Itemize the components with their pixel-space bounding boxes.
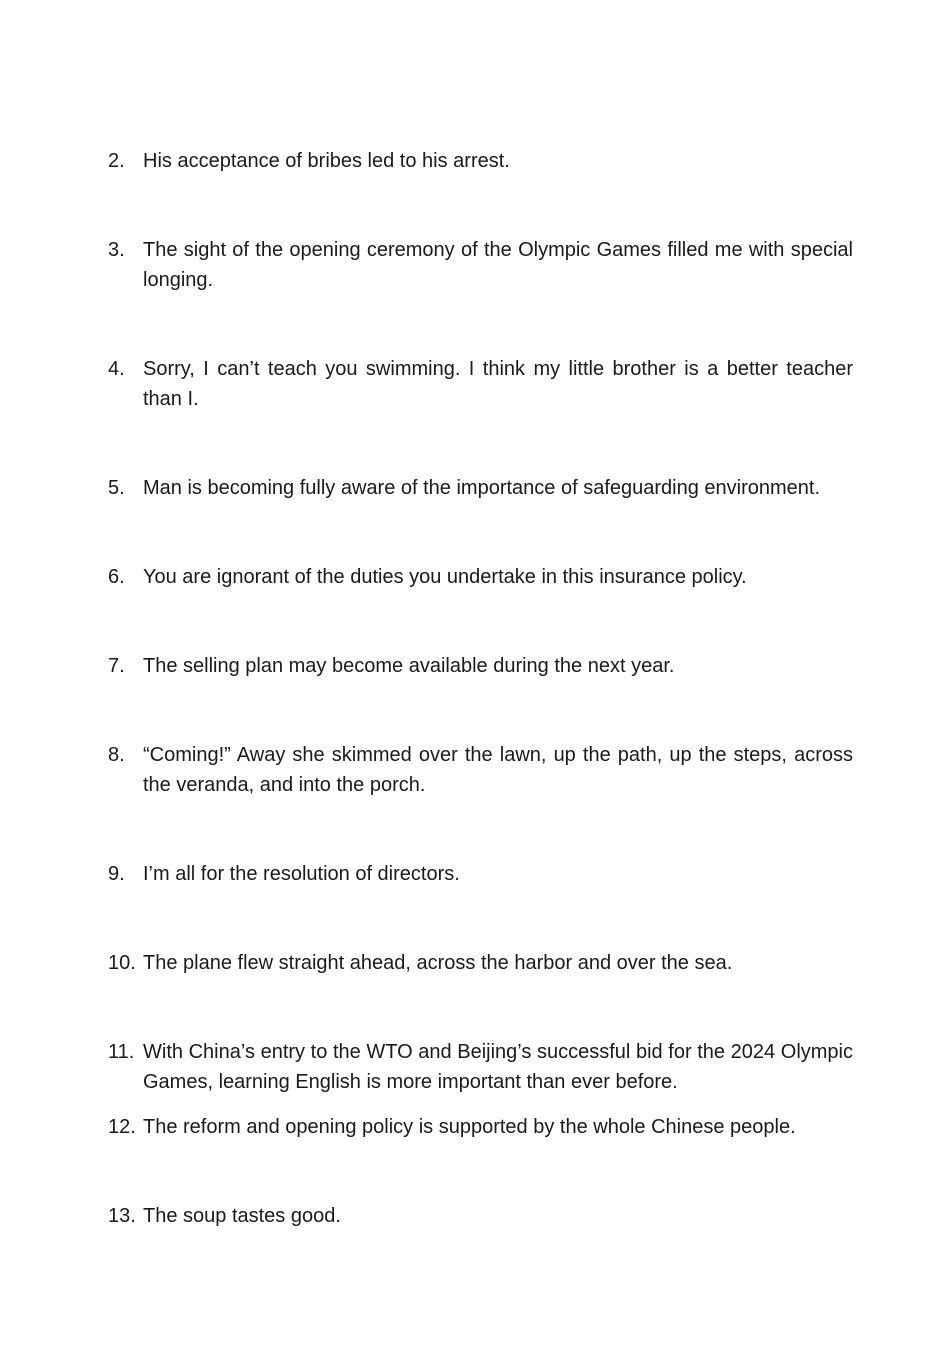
item-number: 6. — [108, 566, 125, 588]
list-item — [108, 562, 853, 592]
list-item — [108, 1112, 853, 1142]
item-number: 10. — [108, 952, 136, 974]
item-text: The selling plan may become available during the next year. — [143, 655, 675, 677]
item-text: I’m all for the resolution of directors. — [143, 863, 460, 885]
item-text: The reform and opening policy is supported by the whole Chinese people. — [143, 1116, 796, 1138]
item-number: 13. — [108, 1205, 136, 1227]
item-text: With China’s entry to the WTO and Beijing’s successful bid for the 2024 Olympic Games, learning English is more important than ever before. — [143, 1041, 853, 1093]
item-number: 11. — [108, 1041, 135, 1063]
list-item — [108, 235, 853, 295]
list-item — [108, 948, 853, 978]
list-item — [108, 651, 853, 681]
item-number: 12. — [108, 1116, 136, 1138]
list-item — [108, 1037, 853, 1097]
item-text: Man is becoming fully aware of the importance of safeguarding environment. — [143, 477, 821, 499]
item-text: The soup tastes good. — [143, 1205, 341, 1227]
item-number: 3. — [108, 239, 125, 261]
item-number: 9. — [108, 863, 125, 885]
item-number: 5. — [108, 477, 125, 499]
list-item — [108, 740, 853, 800]
list-item — [108, 146, 853, 176]
item-text: His acceptance of bribes led to his arrest. — [143, 150, 510, 172]
list-item — [108, 859, 853, 889]
item-number: 4. — [108, 358, 125, 380]
item-text: “Coming!” Away she skimmed over the lawn, up the path, up the steps, across the veranda, and into the porch. — [143, 744, 853, 796]
list-item — [108, 473, 853, 503]
item-text: The plane flew straight ahead, across the harbor and over the sea. — [143, 952, 733, 974]
item-number: 2. — [108, 150, 125, 172]
item-text: The sight of the opening ceremony of the Olympic Games filled me with special longing. — [143, 239, 853, 291]
item-text: Sorry, I can’t teach you swimming. I think my little brother is a better teacher than I. — [143, 358, 853, 410]
item-number: 8. — [108, 744, 125, 766]
list-item — [108, 354, 853, 414]
item-text: You are ignorant of the duties you undertake in this insurance policy. — [143, 566, 747, 588]
item-number: 7. — [108, 655, 125, 677]
list-item — [108, 1201, 853, 1231]
